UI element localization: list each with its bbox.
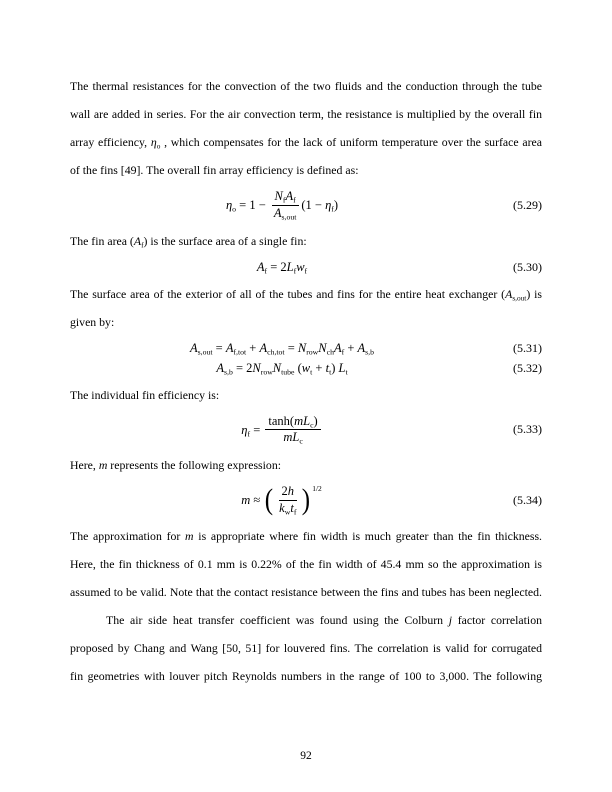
math-variable: m [98,458,108,472]
text-line [70,280,542,308]
paragraph [70,606,542,690]
paragraph [70,72,542,184]
text-line [70,227,542,255]
math-variable: $A_f$ [133,233,144,250]
math-text: + [246,340,260,355]
math-text: Here, [70,458,99,472]
left-paren: ( [265,483,274,516]
math-variable: $A_{s,b}$ [357,340,374,357]
equation-row [70,190,542,221]
math-text: The fin area ( [70,233,134,248]
paragraph [70,522,542,606]
math-text: ) [333,198,339,213]
math-variable: $N_{ch}$ [318,340,334,357]
text-line [70,308,542,336]
math-text: is appropriate where fin width is much greater than the fin thickness. [193,528,542,543]
page-number: 92 [300,750,312,762]
math-text: of the fins [49]. The overall fin array efficiency is defined as: [70,163,359,177]
paragraph [70,451,542,479]
equation [70,260,494,274]
math-text: factor correlation [452,612,542,627]
math-text: wall are added in series. For the air convection term, the resistance is multiplied by the overall fin [70,107,542,121]
math-variable: j [448,612,453,627]
equation [70,190,494,221]
math-text: proposed by Chang and Wang [50, 51] for louvered fins. The correlation is valid for corrugated [70,640,542,655]
math-text: Here, the fin thickness of 0.1 mm is 0.22% of the fin width of 45.4 mm so the approximation is [70,556,542,571]
math-text: ) [313,413,318,428]
math-text: 2 [281,484,288,498]
math-group-inner [274,485,301,516]
text-line [70,128,542,156]
math-superscript: 1/2 [312,484,322,493]
math-text: = 1 − [236,198,269,213]
text-line [70,451,542,479]
math-text: , which compensates for the lack of uniform temperature over the surface area [160,135,542,149]
text-line [70,634,542,662]
equation-number: (5.30) [513,259,542,274]
math-text: + [344,340,358,355]
text-line [70,522,542,550]
math-variable: $mL_c$ [283,430,303,446]
text-line [70,578,542,606]
text-line [70,550,542,578]
math-variable: $N_f$ [274,189,286,205]
text-line [70,72,542,100]
math-text: The thermal resistances for the convection of the two fluids and the conduction through the tube [70,79,542,93]
math-text: = [250,422,264,437]
equation-number: (5.32) [513,360,542,375]
equation-row [70,415,542,446]
equation-number: (5.34) [513,492,542,507]
math-variable: h [287,484,295,498]
math-text: = 2 [232,360,253,375]
math-variable: m [241,493,251,508]
math-text: represents the following expression: [107,458,281,472]
equation-number: (5.31) [513,340,542,355]
equation-number: (5.29) [513,197,542,212]
equation [70,415,494,446]
equation [70,341,494,355]
math-fraction [271,190,300,221]
text-line [70,606,542,634]
math-numerator [272,190,299,206]
math-variable: $A_{s,b}$ [216,360,233,377]
math-text: The air side heat transfer coefficient was found using the Colburn [106,612,449,627]
math-variable: $N_{row}$ [252,360,273,377]
math-text: = 2 [267,259,287,274]
math-text: The approximation for [70,528,186,543]
math-denominator [276,501,299,516]
math-text: array efficiency, [70,135,151,149]
math-variable: $w_t$ [301,360,313,377]
equation-number: (5.33) [513,422,542,437]
math-numerator [279,485,298,501]
math-variable: $\eta_o$ [150,135,161,151]
math-denominator [280,430,305,445]
paragraph [70,381,542,409]
equation [70,485,494,516]
math-text: ) [331,360,339,375]
math-variable: $A_f$ [256,259,268,276]
equation-row [70,260,542,275]
math-text: The individual fin efficiency is: [70,387,220,402]
math-text: ≈ [250,493,264,508]
math-denominator [271,206,300,221]
math-fraction [265,415,320,446]
text-line [70,381,542,409]
math-text: + [312,360,326,375]
text-line [70,100,542,128]
math-text: ) is [526,286,542,301]
math-variable: $k_w$ [279,500,291,517]
text-line [70,662,542,690]
equation-row [70,485,542,516]
math-text: = [212,340,226,355]
math-variable: $\eta_o$ [225,198,237,214]
paragraph [70,280,542,336]
math-variable: $N_{row}$ [297,340,319,357]
math-numerator [265,415,320,431]
math-variable: $A_f$ [333,340,345,357]
math-variable: $A_{s,out}$ [505,286,527,303]
math-group [264,485,321,516]
math-variable: m [185,528,194,543]
math-text: (1 − [301,198,326,213]
math-variable: $A_{s,out}$ [190,340,213,357]
math-variable: $\eta_f$ [241,422,251,439]
math-variable: $L_f$ [286,259,297,276]
math-variable: $w_f$ [296,259,308,276]
math-variable: $t_t$ [325,360,332,377]
equation-row [70,341,542,356]
equation [70,361,494,375]
math-text: tanh( [268,413,295,428]
math-variable: $A_{f,tot}$ [225,340,247,357]
math-text: fin geometries with louver pitch Reynolds numbers in the range of 100 to 3,000. The following [70,668,542,683]
math-variable: $t_f$ [290,500,297,517]
text-line [70,156,542,184]
math-variable: $A_{s,out}$ [273,205,297,222]
equation-row [70,361,542,376]
page-content [70,72,542,690]
math-text: = [284,340,298,355]
math-fraction [276,485,299,516]
math-variable: $A_f$ [285,189,296,205]
paragraph [70,227,542,255]
math-variable: $L_t$ [338,360,348,377]
math-variable: $mL_c$ [294,413,314,430]
right-paren: ) [302,483,311,516]
math-text: given by: [70,314,115,329]
math-variable: $\eta_f$ [325,198,334,214]
math-text: ( [294,360,302,375]
math-text: assumed to be valid. Note that the contact resistance between the fins and tubes has been neglected. [70,584,542,599]
math-text: The surface area of the exterior of all of the tubes and fins for the entire heat exchanger ( [70,286,506,301]
math-variable: $N_{tube}$ [272,360,295,377]
math-variable: $A_{ch,tot}$ [259,340,285,357]
math-text: ) is the surface area of a single fin: [143,233,307,248]
